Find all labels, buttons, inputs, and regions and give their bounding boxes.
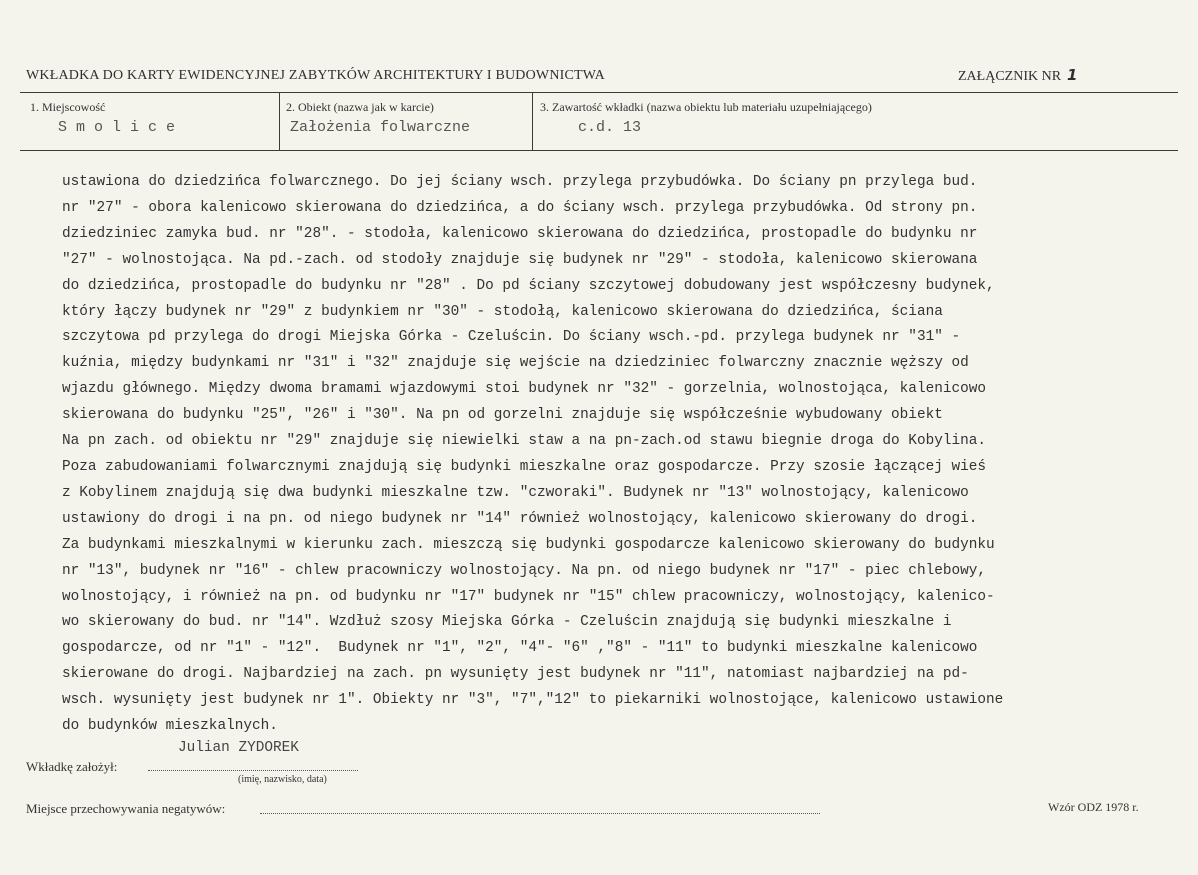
text-line: wolnostojący, i również na pn. od budynku nr "17" budynek nr "15" chlew pracowniczy, wolnostojący, kalenico-: [62, 588, 995, 605]
object-value: Założenia folwarczne: [290, 119, 471, 136]
text-line: wsch. wysunięty jest budynek nr 1". Obiekty nr "3", "7","12" to piekarniki wolnostojące, kalenicowo ustawione: [62, 692, 1004, 709]
text-line: skierowane do drogi. Najbardziej na zach. pn wysunięty jest budynek nr "11", natomiast najbardziej na pd-: [62, 666, 969, 683]
object-label: 2. Obiekt (nazwa jak w karcie): [286, 100, 434, 114]
attachment-label-group: [958, 66, 1077, 85]
text-line: ustawiony do drogi i na pn. od niego budynek nr "14" również wolnostojący, kalenicowo skierowany do drogi.: [62, 510, 978, 527]
founder-label: Wkładkę założył:: [26, 759, 118, 774]
founder-hint: (imię, nazwisko, data): [238, 774, 327, 785]
header-rule: [20, 92, 1178, 93]
text-line: Na pn zach. od obiektu nr "29" znajduje się niewielki staw a na pn-zach.od stawu biegnie droga do Kobylina.: [62, 433, 987, 450]
text-line: skierowana do budynku "25", "26" i "30". Na pn od gorzelni znajduje się współcześnie wybudowany obiekt: [62, 407, 943, 424]
text-line: dziedziniec zamyka bud. nr "28". - stodoła, kalenicowo skierowana do dziedzińca, prostopadle do budynku nr: [62, 225, 978, 242]
locality-label: 1. Miejscowość: [30, 100, 106, 114]
text-line: "27" - wolnostojąca. Na pd.-zach. od stodoły znajduje się budynek nr "29" - stodoła, kalenicowo skierowana: [62, 251, 978, 268]
field-divider: [279, 93, 280, 150]
text-line: wo skierowany do bud. nr "14". Wzdłuż szosy Miejska Górka - Czeluścin znajdują się budynki mieszkalne i: [62, 614, 952, 631]
content-value: c.d. 13: [578, 119, 642, 136]
negatives-label: Miejsce przechowywania negatywów:: [26, 801, 226, 816]
text-line: kuźnia, między budynkami nr "31" i "32" znajduje się wejście na dziedziniec folwarczny znacznie węższy od: [62, 355, 969, 372]
attachment-number: 1: [1067, 66, 1078, 84]
description-text: [62, 170, 1192, 740]
text-line: ustawiona do dziedzińca folwarcznego. Do jej ściany wsch. przylega przybudówka. Do ściany pn przylega bud.: [62, 174, 978, 190]
text-line: który łączy budynek nr "29" z budynkiem nr "30" - stodołą, kalenicowo skierowana do dziedzińca, ściana: [62, 303, 943, 320]
text-line: do dziedzińca, prostopadle do budynku nr "28" . Do pd ściany szczytowej dobudowany jest współczesny budynek,: [62, 277, 995, 294]
text-line: z Kobylinem znajdują się dwa budynki mieszkalne tzw. "czworaki". Budynek nr "13" wolnostojący, kalenicowo: [62, 484, 969, 501]
text-line: nr "27" - obora kalenicowo skierowana do dziedzińca, a do ściany wsch. przylega przybudówka. Od strony pn.: [62, 199, 978, 216]
negatives-dotted-line: [260, 813, 820, 814]
founder-name: Julian ZYDOREK: [178, 740, 299, 756]
text-line: nr "13", budynek nr "16" - chlew pracowniczy wolnostojący. Na pn. od niego budynek nr "17" - piec chlebowy,: [62, 562, 987, 579]
attachment-label: ZAŁĄCZNIK NR: [958, 69, 1062, 84]
locality-value: S m o l i c e: [58, 119, 176, 136]
founder-dotted-line: [148, 770, 358, 771]
field-divider: [532, 93, 533, 150]
text-line: gospodarcze, od nr "1" - "12". Budynek nr "1", "2", "4"- "6" ,"8" - "11" to budynki mieszkalne kalenicowo: [62, 640, 978, 657]
text-line: wjazdu głównego. Między dwoma bramami wjazdowymi stoi budynek nr "32" - gorzelnia, wolnostojąca, kalenicowo: [62, 381, 987, 398]
text-line: Poza zabudowaniami folwarcznymi znajdują się budynki mieszkalne oraz gospodarcze. Przy szosie łączącej wieś: [62, 458, 987, 475]
fields-rule: [20, 150, 1178, 151]
text-line: do budynków mieszkalnych.: [62, 718, 278, 735]
content-label: 3. Zawartość wkładki (nazwa obiektu lub materiału uzupełniającego): [540, 100, 872, 114]
form-number: Wzór ODZ 1978 r.: [1048, 800, 1139, 814]
text-line: Za budynkami mieszkalnymi w kierunku zach. mieszczą się budynki gospodarcze kalenicowo skierowany do budynku: [62, 536, 995, 553]
text-line: szczytowa pd przylega do drogi Miejska Górka - Czeluścin. Do ściany wsch.-pd. przylega budynek nr "31" -: [62, 329, 961, 346]
card-title: WKŁADKA DO KARTY EWIDENCYJNEJ ZABYTKÓW ARCHITEKTURY I BUDOWNICTWA: [26, 68, 605, 83]
